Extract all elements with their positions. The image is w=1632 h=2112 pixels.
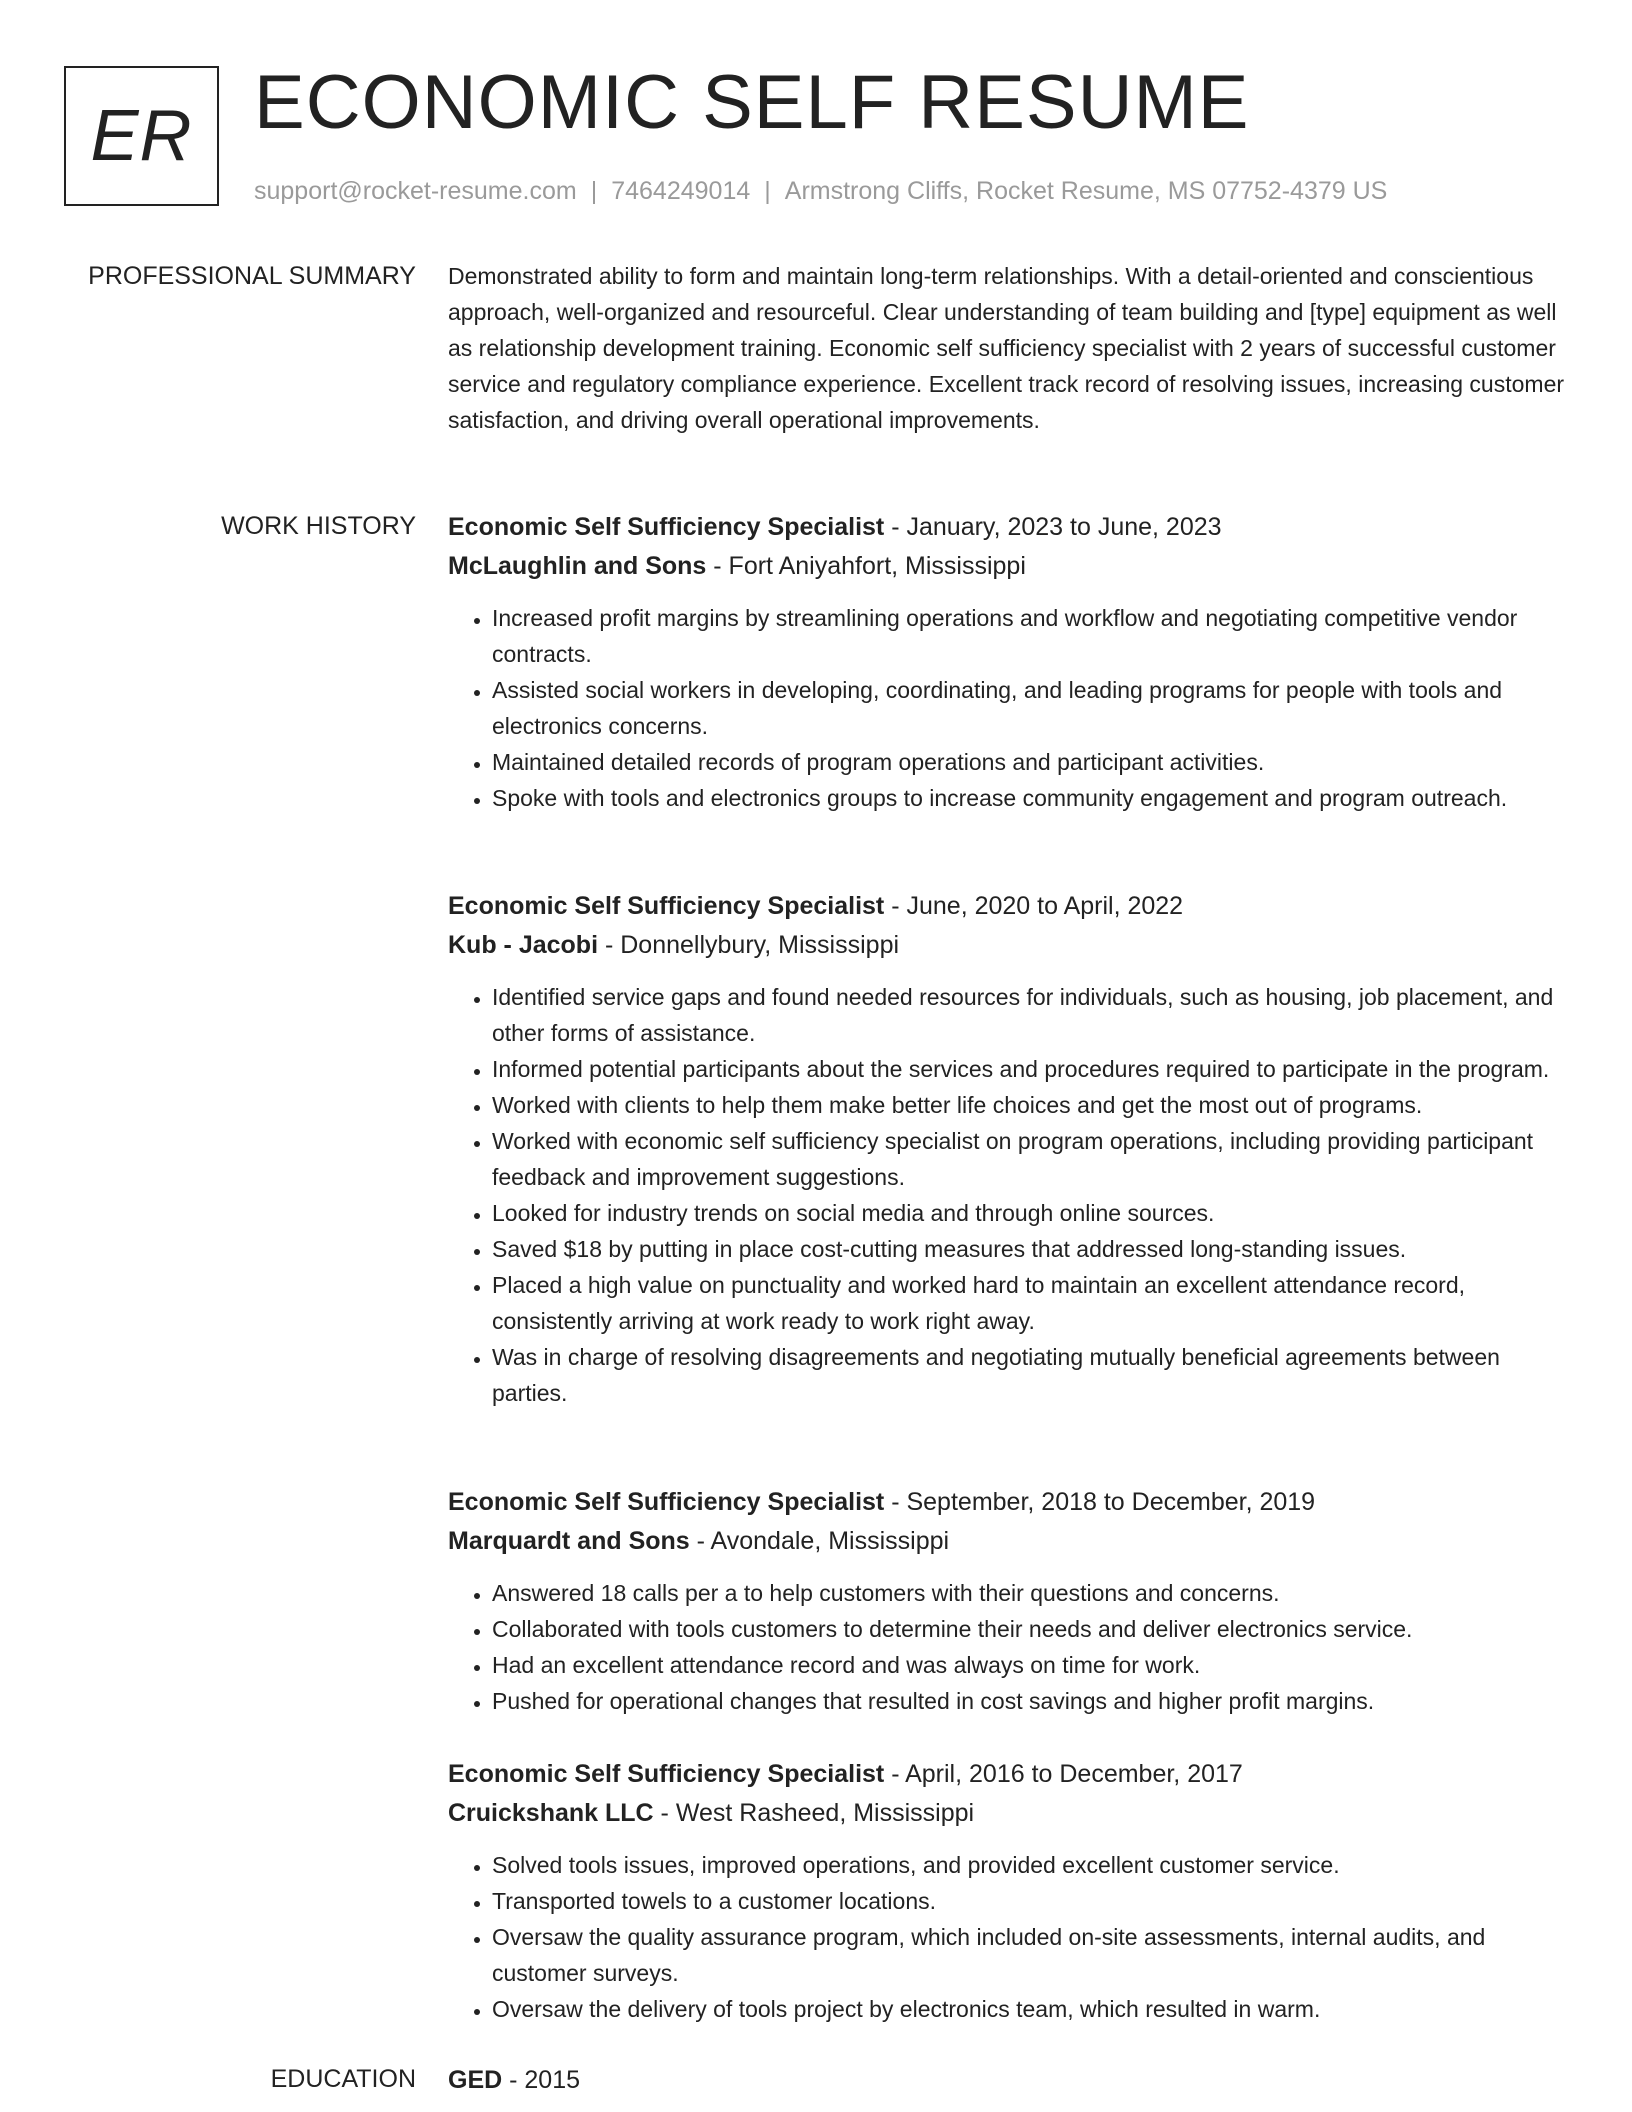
- job-bullet: • Saved $18 by putting in place cost-cutting measures that addressed long-standing issues.: [492, 1231, 1568, 1267]
- job-bullet: • Solved tools issues, improved operations, and provided excellent customer service.: [492, 1847, 1568, 1883]
- education-heading: EDUCATION: [270, 2065, 416, 2093]
- job-bullet: • Was in charge of resolving disagreements and negotiating mutually beneficial agreements between parties.: [492, 1339, 1568, 1411]
- contact-line: [254, 174, 1387, 208]
- job-company: McLaughlin and Sons: [448, 552, 707, 580]
- job-bullet: • Identified service gaps and found needed resources for individuals, such as housing, job placement, and other forms of assistance.: [492, 979, 1568, 1051]
- job-bullet: • Assisted social workers in developing, coordinating, and leading programs for people with tools and electronics concerns.: [492, 672, 1568, 744]
- contact-email[interactable]: support@rocket-resume.com: [254, 177, 577, 205]
- job-bullets: [448, 979, 1568, 1411]
- job-company-line: [448, 1522, 1568, 1561]
- job-bullet: • Transported towels to a customer locations.: [492, 1883, 1568, 1919]
- job-dates: - April, 2016 to December, 2017: [884, 1760, 1243, 1788]
- job-company-line: [448, 547, 1568, 586]
- job-title-line: [448, 887, 1568, 926]
- education-year: - 2015: [502, 2066, 581, 2094]
- job-bullet: • Oversaw the delivery of tools project by electronics team, which resulted in warm.: [492, 1991, 1568, 2027]
- job-title: Economic Self Sufficiency Specialist: [448, 513, 885, 541]
- contact-address: Armstrong Cliffs, Rocket Resume, MS 07752-4379 US: [784, 177, 1388, 205]
- job-title: Economic Self Sufficiency Specialist: [448, 1488, 885, 1516]
- monogram-initials: ER: [90, 96, 193, 176]
- job-bullet: • Answered 18 calls per a to help customers with their questions and concerns.: [492, 1575, 1568, 1611]
- job-bullet: • Maintained detailed records of program operations and participant activities.: [492, 744, 1568, 780]
- job-title: Economic Self Sufficiency Specialist: [448, 892, 885, 920]
- summary-heading: PROFESSIONAL SUMMARY: [88, 262, 416, 290]
- job-bullet: • Increased profit margins by streamlining operations and workflow and negotiating competitive vendor contracts.: [492, 600, 1568, 672]
- job-company: Marquardt and Sons: [448, 1527, 690, 1555]
- job-title-line: [448, 1483, 1568, 1522]
- job-location: - Avondale, Mississippi: [689, 1527, 950, 1555]
- summary-body: [448, 258, 1568, 438]
- job-company-line: [448, 926, 1568, 965]
- contact-separator: |: [764, 177, 771, 205]
- job-dates: - January, 2023 to June, 2023: [884, 513, 1222, 541]
- job-bullet: • Informed potential participants about the services and procedures required to participate in the program.: [492, 1051, 1568, 1087]
- job-dates: - June, 2020 to April, 2022: [884, 892, 1184, 920]
- job-title-line: [448, 508, 1568, 547]
- job-bullets: [448, 1575, 1568, 1719]
- job-location: - Fort Aniyahfort, Mississippi: [706, 552, 1026, 580]
- job-title-line: [448, 1755, 1568, 1794]
- job-bullet: • Had an excellent attendance record and was always on time for work.: [492, 1647, 1568, 1683]
- job-bullet: • Pushed for operational changes that resulted in cost savings and higher profit margins.: [492, 1683, 1568, 1719]
- job-bullet: • Worked with clients to help them make better life choices and get the most out of programs.: [492, 1087, 1568, 1123]
- education-degree: GED: [448, 2066, 503, 2094]
- job-bullet: • Placed a high value on punctuality and worked hard to maintain an excellent attendance record, consistently arriving at work ready to work right away.: [492, 1267, 1568, 1339]
- job-location: - West Rasheed, Mississippi: [653, 1799, 975, 1827]
- work-history-heading: WORK HISTORY: [221, 512, 416, 540]
- job-bullets: [448, 600, 1568, 816]
- summary-text: Demonstrated ability to form and maintain long-term relationships. With a detail-oriented and conscientious approach, well-organized and resourceful. Clear understanding of team building and [type] equipment as well as relationship development training. Economic self sufficiency specialist with 2 years of successful customer service and regulatory compliance experience. Excellent track record of resolving issues, increasing customer satisfaction, and driving overall operational improvements.: [448, 263, 1565, 433]
- monogram-box: [64, 66, 219, 206]
- job-company: Kub - Jacobi: [448, 931, 599, 959]
- job-location: - Donnellybury, Mississippi: [598, 931, 900, 959]
- job-company: Cruickshank LLC: [448, 1799, 654, 1827]
- job-bullet: • Worked with economic self sufficiency specialist on program operations, including providing participant feedback and improvement suggestions.: [492, 1123, 1568, 1195]
- job-title: Economic Self Sufficiency Specialist: [448, 1760, 885, 1788]
- job-bullet: • Collaborated with tools customers to determine their needs and deliver electronics service.: [492, 1611, 1568, 1647]
- contact-phone[interactable]: 7464249014: [611, 177, 751, 205]
- contact-separator: |: [590, 177, 598, 205]
- job-dates: - September, 2018 to December, 2019: [884, 1488, 1316, 1516]
- job-bullet: • Looked for industry trends on social media and through online sources.: [492, 1195, 1568, 1231]
- job-bullet: • Oversaw the quality assurance program, which included on-site assessments, internal audits, and customer surveys.: [492, 1919, 1568, 1991]
- resume-name: ECONOMIC SELF RESUME: [254, 60, 1250, 145]
- job-bullets: [448, 1847, 1568, 2027]
- job-bullet: • Spoke with tools and electronics groups to increase community engagement and program outreach.: [492, 780, 1568, 816]
- job-company-line: [448, 1794, 1568, 1833]
- education-line: [448, 2061, 1568, 2100]
